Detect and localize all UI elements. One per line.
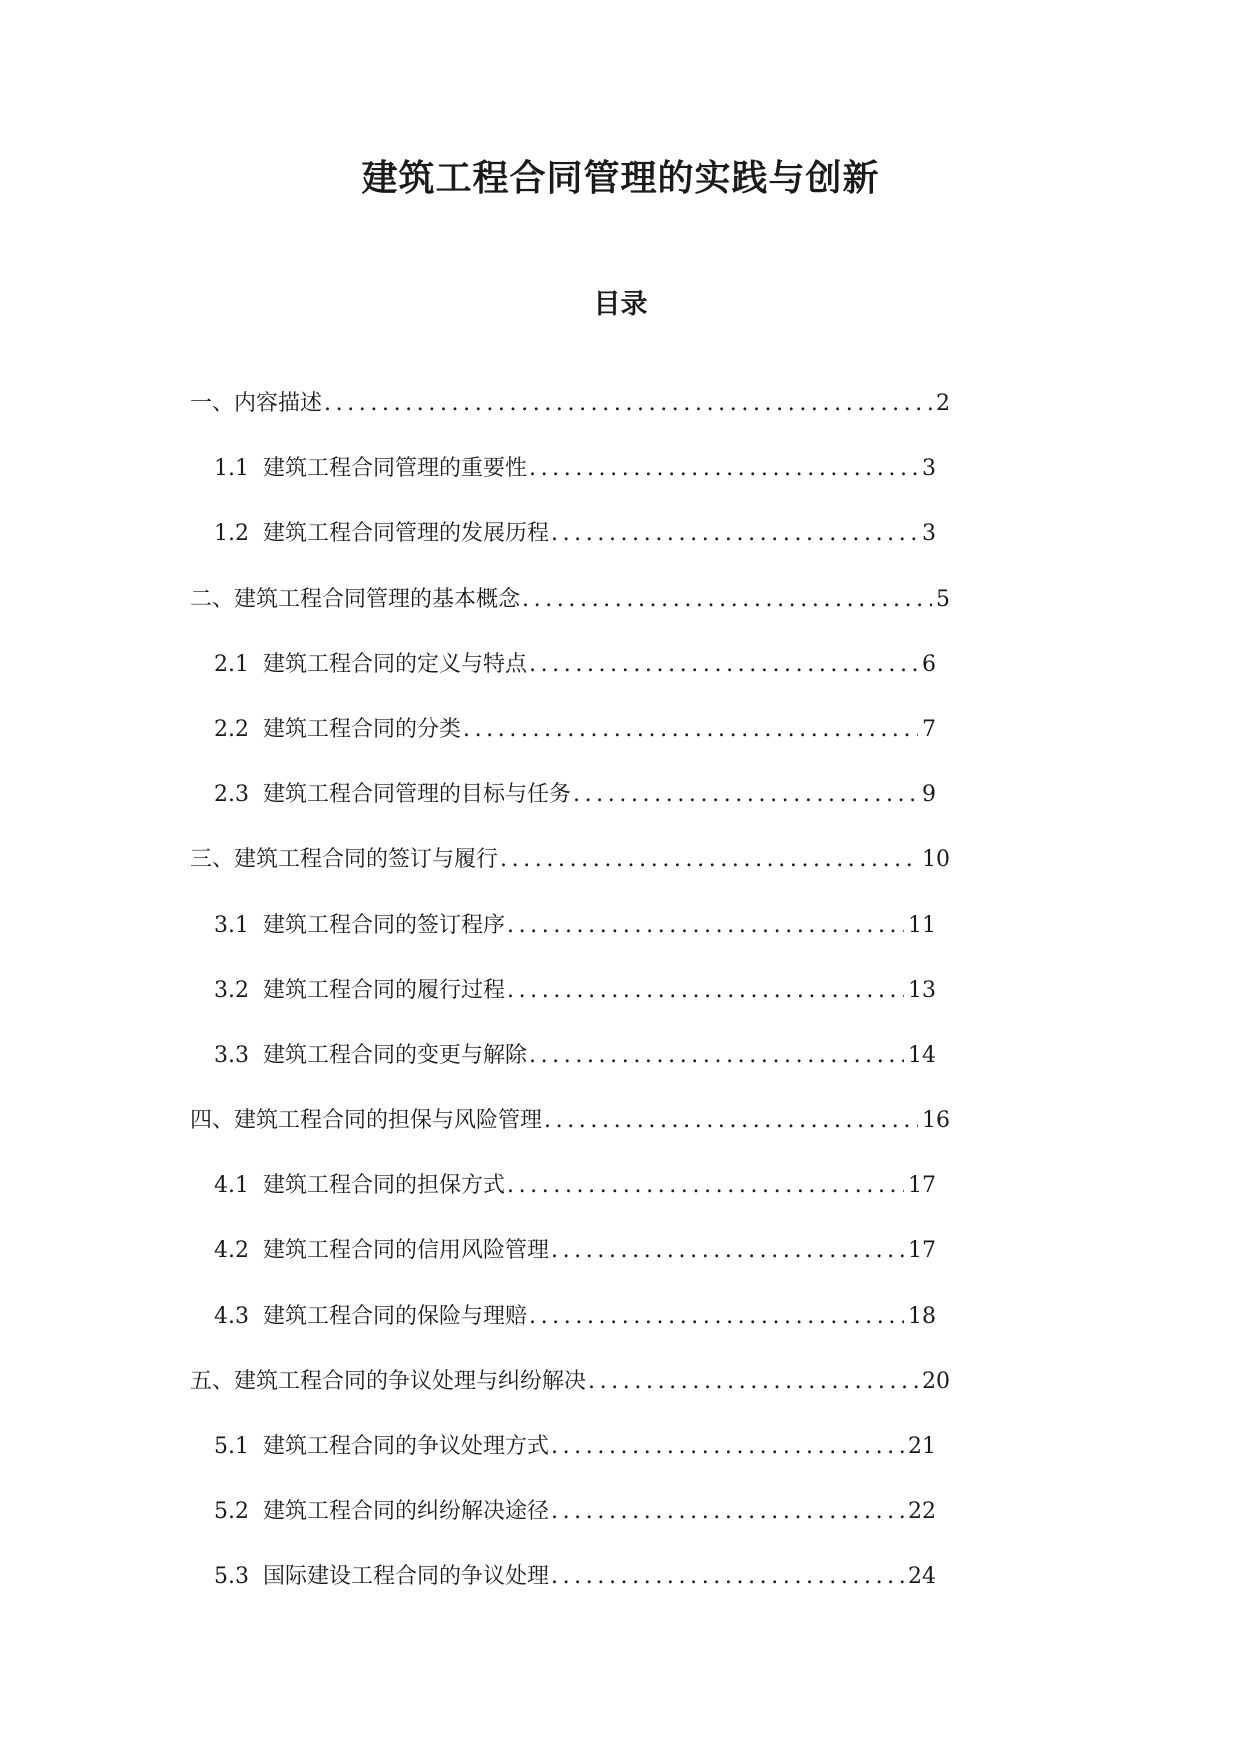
toc-dot-leader: [507, 906, 904, 971]
table-of-contents: [190, 384, 950, 1623]
toc-entry-page: 24: [908, 1564, 936, 1590]
toc-entry[interactable]: [214, 1492, 936, 1557]
toc-dot-leader: [522, 580, 932, 645]
document-title: 建筑工程合同管理的实践与创新: [361, 157, 880, 199]
toc-dot-leader: [544, 1101, 918, 1166]
toc-entry-text: 5.3 国际建设工程合同的争议处理: [214, 1564, 549, 1590]
toc-entry-page: 21: [908, 1434, 936, 1459]
toc-entry-text: 一、内容描述: [190, 391, 323, 416]
toc-entry-text: 2.2 建筑工程合同的分类: [214, 716, 461, 742]
toc-entry[interactable]: [214, 1297, 936, 1362]
toc-dot-leader: [551, 1492, 904, 1557]
toc-entry-page: 11: [908, 912, 936, 938]
toc-dot-leader: [551, 1231, 904, 1296]
toc-entry[interactable]: [214, 1427, 936, 1492]
toc-entry[interactable]: [214, 1231, 936, 1296]
toc-entry-text: 三、建筑工程合同的签订与履行: [190, 847, 499, 873]
toc-entry-page: 16: [922, 1108, 950, 1134]
toc-entry[interactable]: [190, 384, 950, 449]
toc-entry-text: 1.2 建筑工程合同管理的发展历程: [214, 521, 549, 547]
toc-entry-page: 9: [922, 782, 936, 808]
toc-entry-page: 13: [908, 977, 936, 1003]
toc-entry-text: 3.2 建筑工程合同的履行过程: [214, 977, 505, 1003]
toc-entry-page: 6: [922, 651, 936, 677]
toc-entry-page: 3: [922, 456, 936, 482]
toc-entry-text: 4.1 建筑工程合同的担保方式: [214, 1173, 505, 1199]
toc-entry-page: 18: [908, 1303, 936, 1329]
toc-dot-leader: [529, 1036, 904, 1101]
toc-entry-page: 17: [908, 1173, 936, 1199]
toc-entry-page: 17: [908, 1238, 936, 1264]
toc-entry[interactable]: [214, 1036, 936, 1101]
toc-entry-text: 五、建筑工程合同的争议处理与纠纷解决: [190, 1368, 587, 1394]
toc-entry-page: 22: [908, 1499, 936, 1525]
toc-entry-page: 20: [922, 1368, 950, 1394]
toc-dot-leader: [500, 840, 918, 905]
toc-entry[interactable]: [190, 840, 950, 905]
toc-entry[interactable]: [214, 514, 936, 579]
toc-entry[interactable]: [214, 710, 936, 775]
toc-dot-leader: [573, 775, 918, 840]
toc-dot-leader: [551, 1557, 904, 1622]
toc-entry-text: 1.1 建筑工程合同管理的重要性: [214, 456, 527, 482]
toc-entry-text: 二、建筑工程合同管理的基本概念: [190, 586, 521, 612]
toc-heading: 目录: [593, 289, 648, 320]
toc-entry-page: 2: [936, 391, 950, 416]
toc-dot-leader: [463, 710, 918, 775]
toc-entry-page: 10: [922, 847, 950, 873]
toc-dot-leader: [529, 1297, 904, 1362]
toc-entry-text: 4.2 建筑工程合同的信用风险管理: [214, 1238, 549, 1264]
toc-entry[interactable]: [214, 449, 936, 514]
toc-dot-leader: [588, 1362, 918, 1427]
toc-entry-text: 3.3 建筑工程合同的变更与解除: [214, 1042, 527, 1068]
toc-entry-text: 2.1 建筑工程合同的定义与特点: [214, 651, 527, 677]
toc-entry-page: 5: [936, 586, 950, 612]
toc-entry-text: 5.1 建筑工程合同的争议处理方式: [214, 1434, 549, 1459]
toc-dot-leader: [324, 384, 932, 449]
toc-entry-text: 3.1 建筑工程合同的签订程序: [214, 912, 505, 938]
toc-entry[interactable]: [190, 1101, 950, 1166]
toc-entry-text: 四、建筑工程合同的担保与风险管理: [190, 1108, 543, 1134]
toc-entry[interactable]: [190, 580, 950, 645]
toc-entry-page: 14: [908, 1042, 936, 1068]
toc-entry[interactable]: [214, 971, 936, 1036]
toc-dot-leader: [529, 449, 918, 514]
toc-entry[interactable]: [214, 645, 936, 710]
toc-entry-page: 3: [922, 521, 936, 547]
toc-entry-text: 5.2 建筑工程合同的纠纷解决途径: [214, 1499, 549, 1525]
toc-entry-text: 4.3 建筑工程合同的保险与理赔: [214, 1303, 527, 1329]
toc-entry[interactable]: [190, 1362, 950, 1427]
toc-dot-leader: [529, 645, 918, 710]
toc-dot-leader: [507, 971, 904, 1036]
toc-entry[interactable]: [214, 1166, 936, 1231]
toc-entry-page: 7: [922, 716, 936, 742]
toc-dot-leader: [551, 1427, 904, 1492]
toc-entry-text: 2.3 建筑工程合同管理的目标与任务: [214, 782, 571, 808]
toc-entry[interactable]: [214, 775, 936, 840]
toc-entry[interactable]: [214, 1557, 936, 1622]
toc-dot-leader: [507, 1166, 904, 1231]
toc-entry[interactable]: [214, 906, 936, 971]
toc-dot-leader: [551, 514, 918, 579]
